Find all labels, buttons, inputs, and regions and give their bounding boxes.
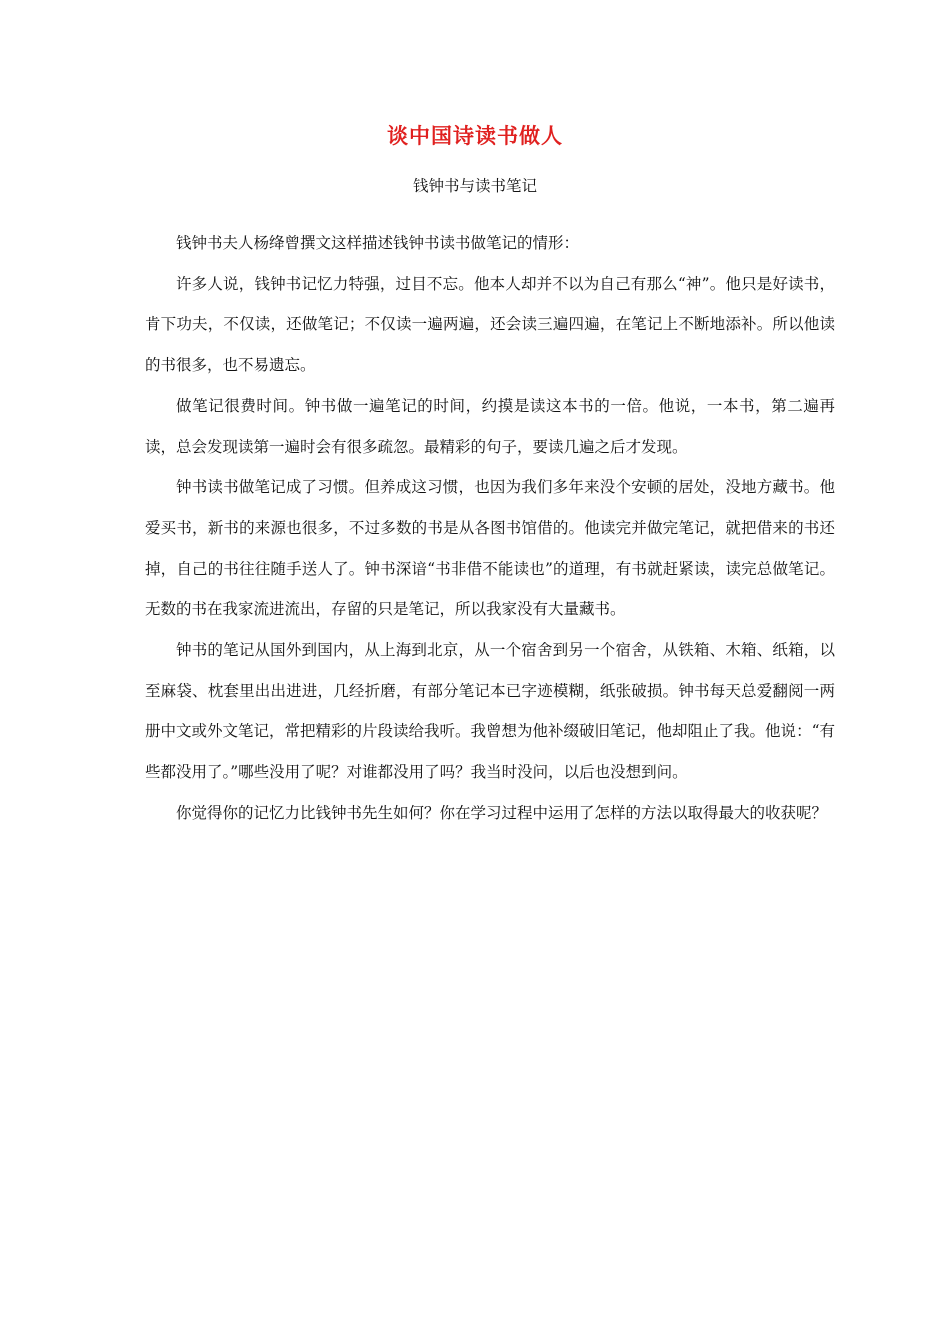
body-paragraph: 钟书读书做笔记成了习惯。但养成这习惯，也因为我们多年来没个安顿的居处，没地方藏书。他爱买书，新书的来源也很多，不过多数的书是从各图书馆借的。他读完并做完笔记，就把借来的书还掉，自己的书往往随手送人了。钟书深谙“书非借不能读也”的道理，有书就赶紧读，读完总做笔记。无数的书在我家流进流出，存留的只是笔记，所以我家没有大量藏书。 bbox=[145, 478, 835, 619]
body-paragraph: 钟书的笔记从国外到国内，从上海到北京，从一个宿舍到另一个宿舍，从铁箱、木箱、纸箱，以至麻袋、枕套里出出进进，几经折磨，有部分笔记本已字迹模糊，纸张破损。钟书每天总爱翻阅一两册中文或外文笔记，常把精彩的片段读给我听。我曾想为他补缀破旧笔记，他却阻止了我。他说：“有些都没用了。”哪些没用了呢？对谁都没用了吗？我当时没问，以后也没想到问。 bbox=[145, 641, 835, 782]
document-subtitle: 钱钟书与读书笔记 bbox=[412, 177, 537, 195]
body-paragraph: 做笔记很费时间。钟书做一遍笔记的时间，约摸是读这本书的一倍。他说，一本书，第二遍再读，总会发现读第一遍时会有很多疏忽。最精彩的句子，要读几遍之后才发现。 bbox=[145, 396, 835, 456]
document-body bbox=[145, 223, 835, 834]
document-title: 谈中国诗读书做人 bbox=[387, 123, 563, 148]
body-paragraph: 你觉得你的记忆力比钱钟书先生如何？你在学习过程中运用了怎样的方法以取得最大的收获呢？ bbox=[176, 803, 828, 822]
body-paragraph: 许多人说，钱钟书记忆力特强，过目不忘。他本人却并不以为自己有那么“神”。他只是好读书，肯下功夫，不仅读，还做笔记；不仅读一遍两遍，还会读三遍四遍，在笔记上不断地添补。所以他读的书很多，也不易遗忘。 bbox=[145, 274, 835, 375]
body-paragraph: 钱钟书夫人杨绛曾撰文这样描述钱钟书读书做笔记的情形： bbox=[176, 234, 580, 252]
